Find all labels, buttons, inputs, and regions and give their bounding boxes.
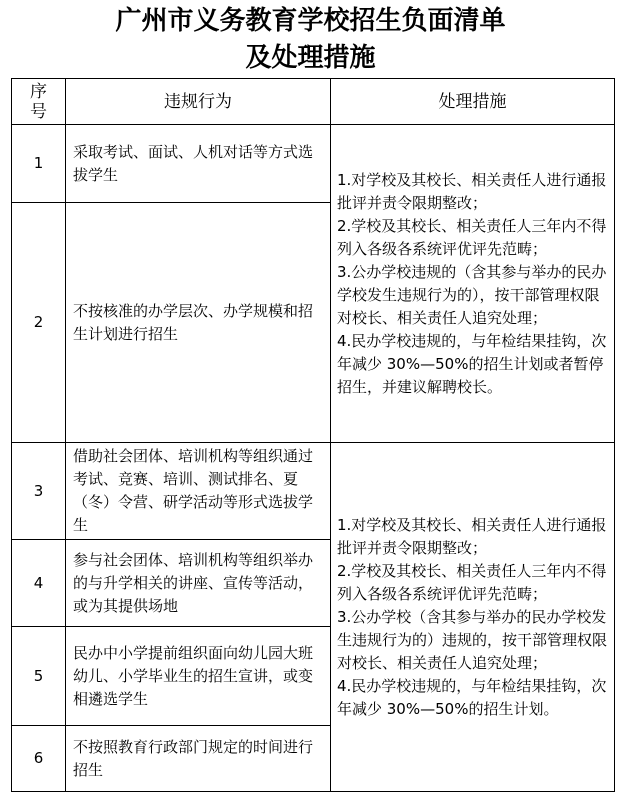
document-title-line1: 广州市义务教育学校招生负面清单 <box>115 6 506 36</box>
row-violation: 不按核准的办学层次、办学规模和招生计划进行招生 <box>66 203 331 443</box>
table-row <box>12 125 615 203</box>
header-number-line1: 序 <box>30 81 47 102</box>
row-number: 3 <box>12 443 66 540</box>
row-violation: 不按照教育行政部门规定的时间进行招生 <box>66 726 331 792</box>
row-number: 2 <box>12 203 66 443</box>
row-number: 5 <box>12 627 66 726</box>
header-violation: 违规行为 <box>66 79 331 125</box>
row-violation: 参与社会团体、培训机构等组织举办的与升学相关的讲座、宣传等活动，或为其提供场地 <box>66 540 331 627</box>
measures-cell-group2 <box>331 443 615 792</box>
measure-item: 1.对学校及其校长、相关责任人进行通报批评并责令限期整改； <box>337 170 607 212</box>
table-row <box>12 443 615 540</box>
row-violation: 借助社会团体、培训机构等组织通过考试、竞赛、培训、测试排名、夏（冬）令营、研学活动等形式选拔学生 <box>66 443 331 540</box>
measure-item: 2.学校及其校长、相关责任人三年内不得列入各级各系统评优评先范畴； <box>337 216 607 258</box>
measure-item: 3.公办学校（含其参与举办的民办学校发生违规行为的）违规的，按干部管理权限对校长、相关责任人追究处理； <box>337 607 608 672</box>
negative-list-table <box>11 78 615 792</box>
measure-item: 3.公办学校违规的（含其参与举办的民办学校发生违规行为的），按干部管理权限对校长、相关责任人追究处理； <box>337 262 607 327</box>
row-number: 1 <box>12 125 66 203</box>
measure-item: 4.民办学校违规的，与年检结果挂钩，次年减少 30%—50%的招生计划。 <box>337 676 607 718</box>
row-violation: 采取考试、面试、人机对话等方式选拔学生 <box>66 125 331 203</box>
row-violation: 民办中小学提前组织面向幼儿园大班幼儿、小学毕业生的招生宣讲，或变相遴选学生 <box>66 627 331 726</box>
row-number: 4 <box>12 540 66 627</box>
row-number: 6 <box>12 726 66 792</box>
header-number <box>12 79 66 125</box>
header-measures: 处理措施 <box>331 79 615 125</box>
measure-item: 4.民办学校违规的，与年检结果挂钩，次年减少 30%—50%的招生计划或者暂停招生，并建议解聘校长。 <box>337 331 607 396</box>
measure-item: 1.对学校及其校长、相关责任人进行通报批评并责令限期整改； <box>337 515 607 557</box>
measure-item: 2.学校及其校长、相关责任人三年内不得列入各级各系统评优评先范畴； <box>337 561 607 603</box>
measures-cell-group1 <box>331 125 615 443</box>
header-number-line2: 号 <box>30 101 47 122</box>
document-title-line2: 及处理措施 <box>245 43 376 73</box>
table-header-row <box>12 79 615 125</box>
